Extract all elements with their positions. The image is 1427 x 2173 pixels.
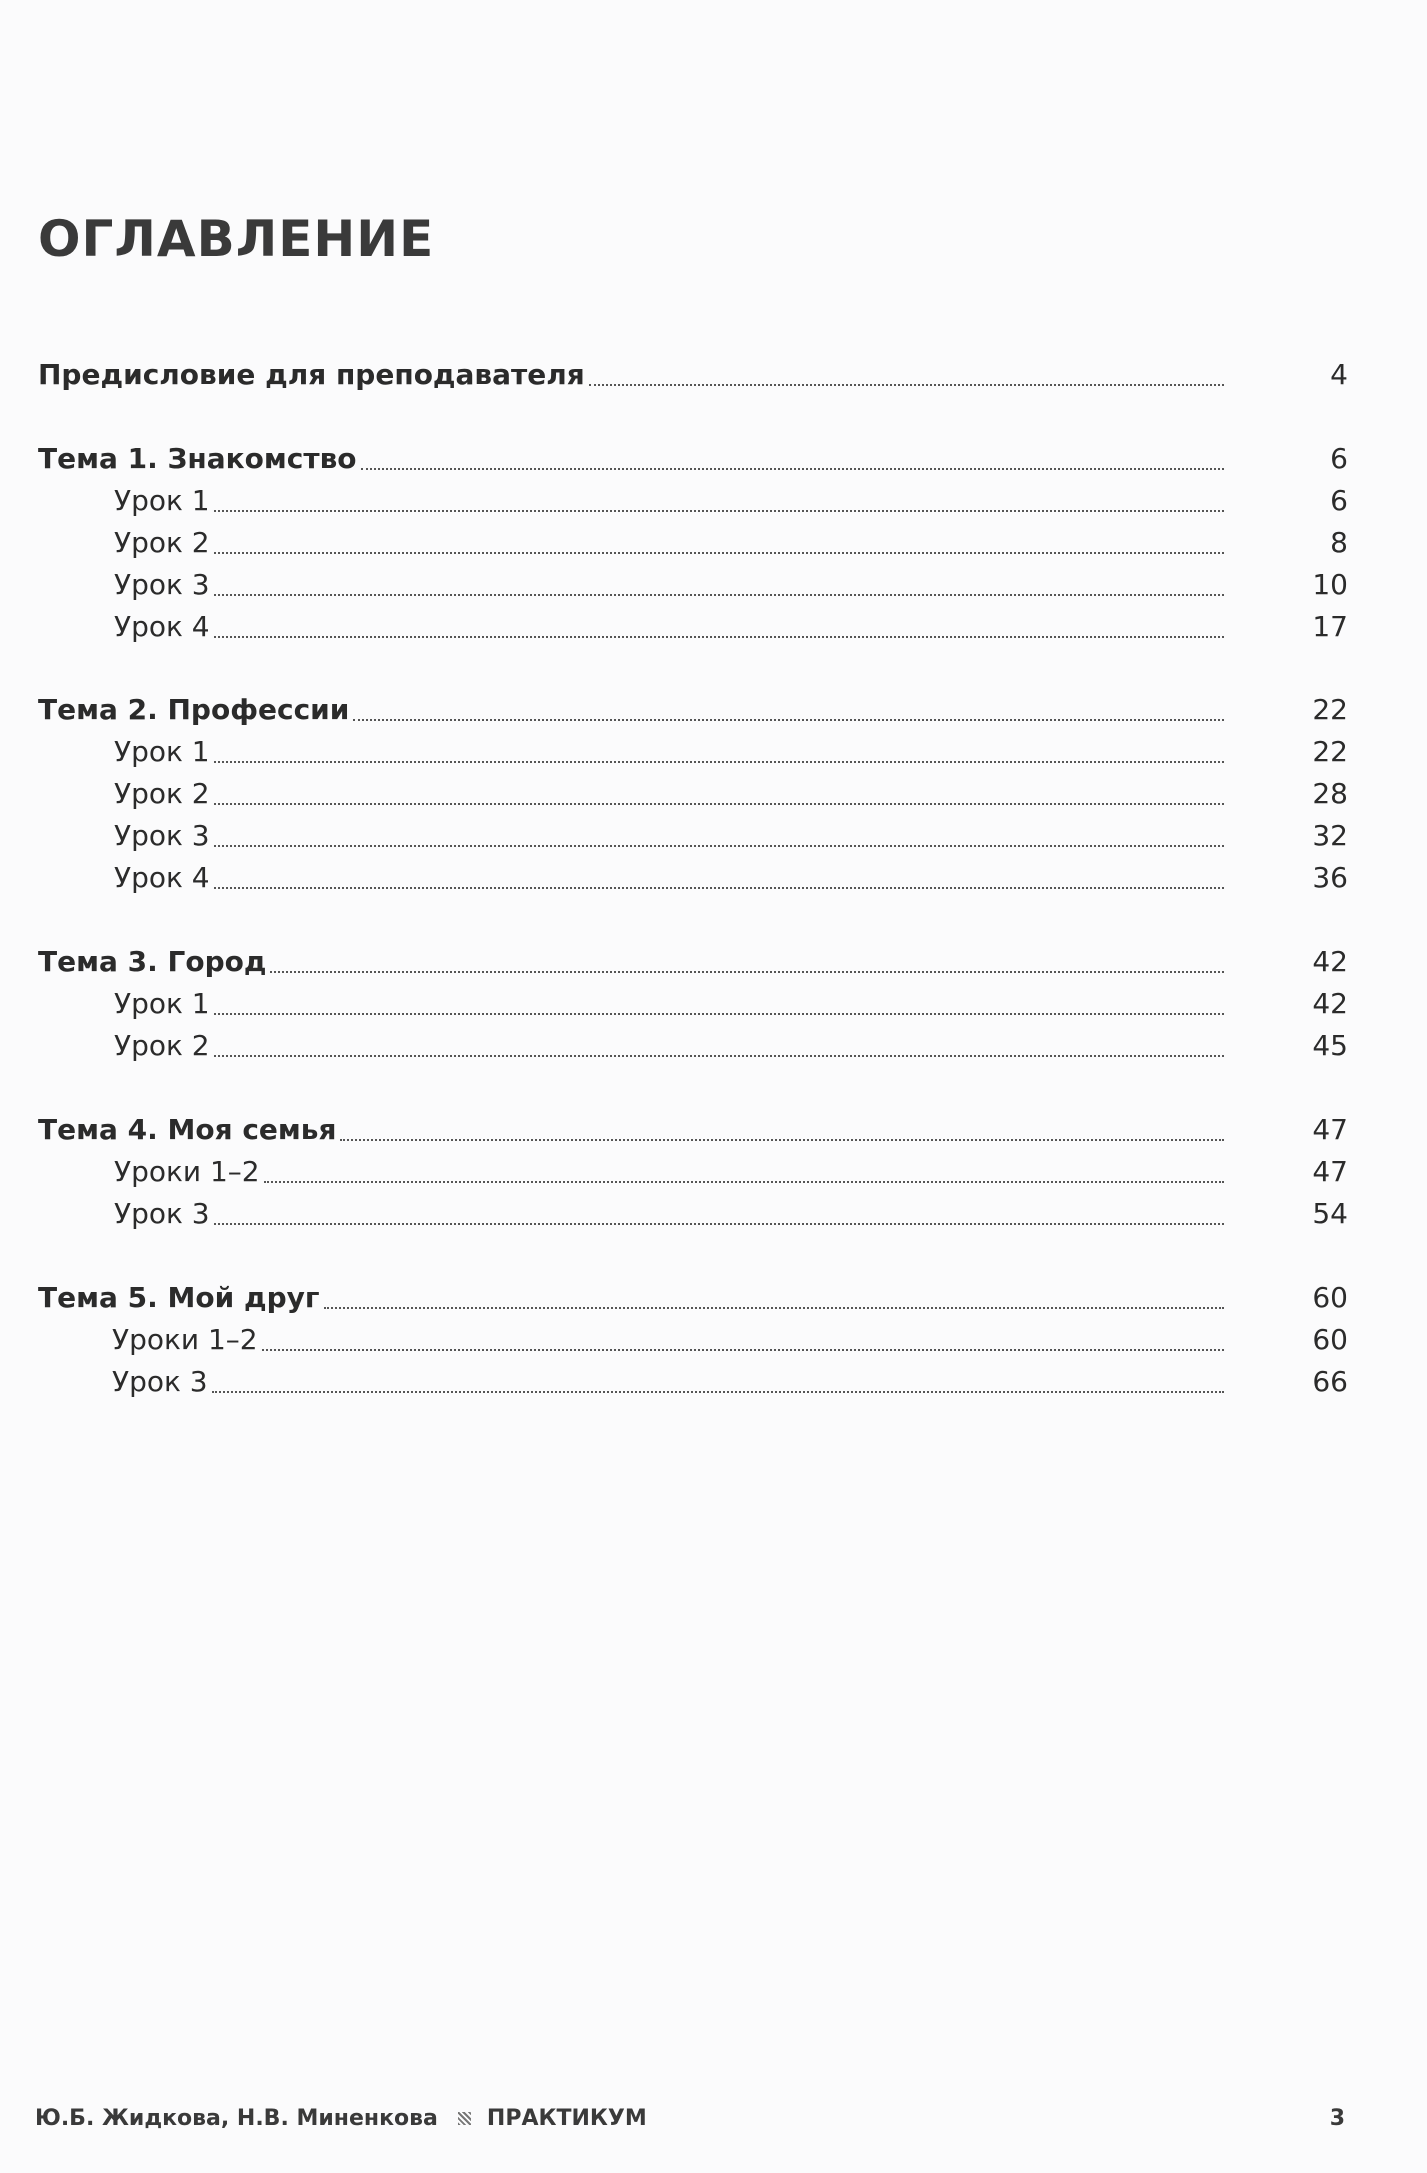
toc-entry-page: 42 bbox=[1312, 945, 1348, 978]
toc-entry-label: Тема 3. Город bbox=[38, 945, 267, 978]
toc-entry-page: 66 bbox=[1312, 1365, 1348, 1398]
toc-entry-page: 8 bbox=[1330, 526, 1348, 559]
dot-leader bbox=[361, 467, 1224, 470]
toc-entry-label: Урок 2 bbox=[114, 1029, 210, 1062]
toc-entry-label: Урок 3 bbox=[112, 1365, 208, 1398]
toc-entry-page: 32 bbox=[1312, 819, 1348, 852]
footer-page-number: 3 bbox=[1329, 2105, 1345, 2131]
footer-authors: Ю.Б. Жидкова, Н.В. Миненкова bbox=[35, 2105, 438, 2131]
toc-entry-preface[interactable] bbox=[38, 355, 1348, 395]
toc-entry-lesson[interactable] bbox=[38, 774, 1348, 814]
toc-entry-topic-3[interactable] bbox=[38, 942, 1348, 982]
dot-leader bbox=[214, 844, 1224, 847]
toc-entry-page: 54 bbox=[1312, 1197, 1348, 1230]
toc-entry-lesson[interactable] bbox=[38, 1194, 1348, 1234]
toc-entry-page: 36 bbox=[1312, 861, 1348, 894]
page-footer bbox=[35, 2103, 1345, 2133]
dot-leader bbox=[214, 593, 1224, 596]
toc-entry-label: Урок 4 bbox=[114, 861, 210, 894]
dot-leader bbox=[214, 1222, 1224, 1225]
toc-entry-lesson[interactable] bbox=[38, 984, 1348, 1024]
toc-entry-page: 60 bbox=[1312, 1323, 1348, 1356]
toc-entry-label: Урок 4 bbox=[114, 610, 210, 643]
toc-entry-label: Тема 5. Мой друг bbox=[38, 1281, 320, 1314]
toc-entry-page: 10 bbox=[1312, 568, 1348, 601]
dot-leader bbox=[214, 760, 1224, 763]
footer-book-title: ПРАКТИКУМ bbox=[486, 2105, 647, 2131]
toc-entry-label: Тема 1. Знакомство bbox=[38, 442, 357, 475]
toc-entry-lesson[interactable] bbox=[38, 1152, 1348, 1192]
toc-entry-lesson[interactable] bbox=[38, 858, 1348, 898]
toc-entry-label: Уроки 1–2 bbox=[112, 1323, 258, 1356]
toc-entry-page: 6 bbox=[1330, 484, 1348, 517]
toc-entry-page: 42 bbox=[1312, 987, 1348, 1020]
toc-entry-label: Урок 3 bbox=[114, 1197, 210, 1230]
toc-entry-page: 47 bbox=[1312, 1113, 1348, 1146]
toc-entry-page: 6 bbox=[1330, 442, 1348, 475]
dot-leader bbox=[214, 886, 1224, 889]
toc-entry-topic-4[interactable] bbox=[38, 1110, 1348, 1150]
toc-entry-topic-1[interactable] bbox=[38, 439, 1348, 479]
toc-entry-page: 22 bbox=[1312, 693, 1348, 726]
page-title: ОГЛАВЛЕНИЕ bbox=[38, 210, 435, 268]
toc-entry-label: Тема 2. Профессии bbox=[38, 693, 350, 726]
square-separator-icon bbox=[458, 2112, 471, 2125]
toc-entry-lesson[interactable] bbox=[38, 565, 1348, 605]
dot-leader bbox=[214, 635, 1224, 638]
toc-entry-label: Предисловие для преподавателя bbox=[38, 358, 585, 391]
dot-leader bbox=[214, 1012, 1224, 1015]
toc-entry-lesson[interactable] bbox=[38, 481, 1348, 521]
dot-leader bbox=[212, 1390, 1224, 1393]
toc-entry-label: Урок 3 bbox=[114, 568, 210, 601]
toc-entry-label: Урок 1 bbox=[114, 484, 210, 517]
toc-entry-page: 4 bbox=[1330, 358, 1348, 391]
toc-entry-label: Урок 3 bbox=[114, 819, 210, 852]
dot-leader bbox=[353, 718, 1224, 721]
dot-leader bbox=[264, 1180, 1224, 1183]
toc-entry-label: Урок 1 bbox=[114, 987, 210, 1020]
dot-leader bbox=[214, 802, 1224, 805]
toc-entry-label: Урок 2 bbox=[114, 777, 210, 810]
toc-entry-lesson[interactable] bbox=[38, 523, 1348, 563]
dot-leader bbox=[324, 1306, 1225, 1309]
toc-entry-page: 60 bbox=[1312, 1281, 1348, 1314]
toc-entry-label: Тема 4. Моя семья bbox=[38, 1113, 337, 1146]
toc-entry-label: Урок 1 bbox=[114, 735, 210, 768]
toc-entry-page: 47 bbox=[1312, 1155, 1348, 1188]
dot-leader bbox=[270, 970, 1224, 973]
toc-entry-page: 17 bbox=[1312, 610, 1348, 643]
toc-entry-page: 45 bbox=[1312, 1029, 1348, 1062]
toc-entry-lesson[interactable] bbox=[38, 607, 1348, 647]
toc-entry-page: 28 bbox=[1312, 777, 1348, 810]
toc-entry-lesson[interactable] bbox=[38, 816, 1348, 856]
dot-leader bbox=[340, 1138, 1224, 1141]
toc-entry-lesson[interactable] bbox=[38, 1320, 1348, 1360]
toc-entry-topic-5[interactable] bbox=[38, 1278, 1348, 1318]
dot-leader bbox=[589, 383, 1224, 386]
toc-entry-topic-2[interactable] bbox=[38, 690, 1348, 730]
dot-leader bbox=[214, 509, 1224, 512]
toc-entry-lesson[interactable] bbox=[38, 1026, 1348, 1066]
toc-entry-lesson[interactable] bbox=[38, 1362, 1348, 1402]
dot-leader bbox=[214, 551, 1224, 554]
dot-leader bbox=[262, 1348, 1224, 1351]
dot-leader bbox=[214, 1054, 1224, 1057]
toc-entry-label: Урок 2 bbox=[114, 526, 210, 559]
toc-entry-lesson[interactable] bbox=[38, 732, 1348, 772]
toc-entry-page: 22 bbox=[1312, 735, 1348, 768]
toc-entry-label: Уроки 1–2 bbox=[114, 1155, 260, 1188]
